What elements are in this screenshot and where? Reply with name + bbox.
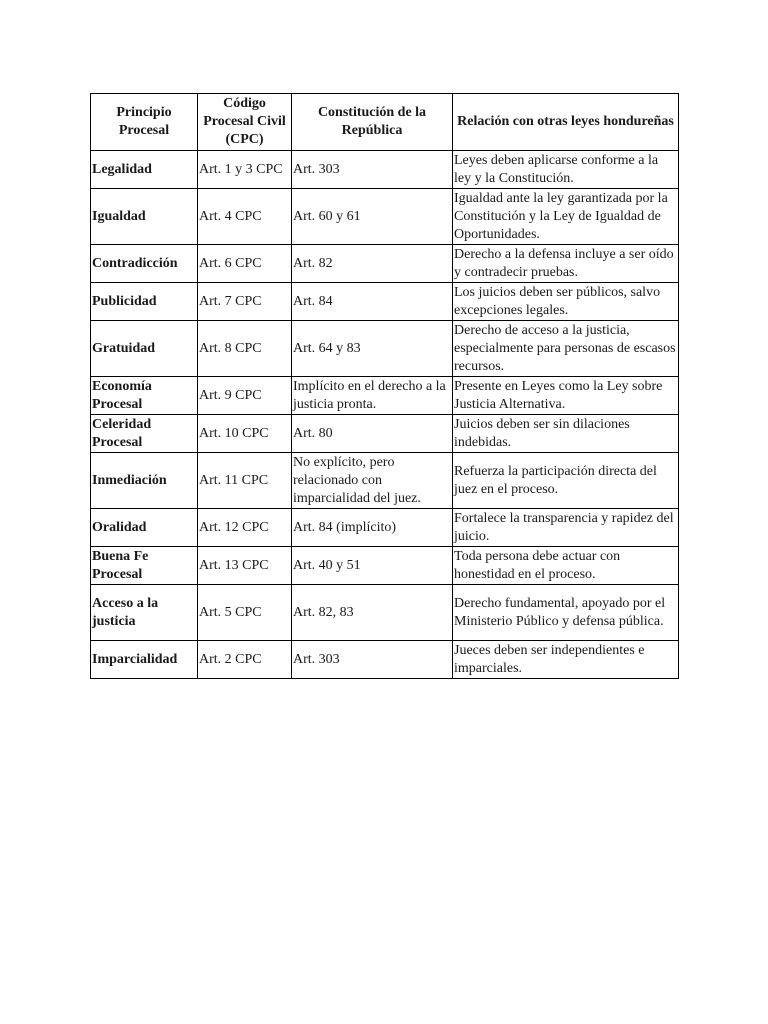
table-row [91,377,679,415]
cell-relacion: Leyes deben aplicarse conforme a la ley y la Constitución. [453,151,679,189]
cell-principio: Acceso a la justicia [91,585,198,641]
cell-constitucion: Art. 84 (implícito) [292,509,453,547]
table-row [91,321,679,377]
cell-principio: Contradicción [91,245,198,283]
principles-table [90,93,679,679]
cell-relacion: Toda persona debe actuar con honestidad en el proceso. [453,547,679,585]
cell-relacion: Refuerza la participación directa del juez en el proceso. [453,453,679,509]
cell-constitucion: No explícito, pero relacionado con imparcialidad del juez. [292,453,453,509]
table-row [91,415,679,453]
cell-constitucion: Art. 82 [292,245,453,283]
table-row [91,585,679,641]
cell-principio: Buena Fe Procesal [91,547,198,585]
cell-cpc: Art. 10 CPC [198,415,292,453]
cell-cpc: Art. 8 CPC [198,321,292,377]
cell-constitucion: Art. 82, 83 [292,585,453,641]
cell-principio: Inmediación [91,453,198,509]
cell-principio: Gratuidad [91,321,198,377]
cell-relacion: Derecho de acceso a la justicia, especialmente para personas de escasos recursos. [453,321,679,377]
table-row [91,151,679,189]
table-row [91,547,679,585]
cell-principio: Oralidad [91,509,198,547]
table-header-row [91,94,679,151]
cell-cpc: Art. 9 CPC [198,377,292,415]
cell-relacion: Los juicios deben ser públicos, salvo excepciones legales. [453,283,679,321]
header-principio: Principio Procesal [91,94,198,151]
cell-principio: Celeridad Procesal [91,415,198,453]
cell-cpc: Art. 11 CPC [198,453,292,509]
cell-constitucion: Implícito en el derecho a la justicia pronta. [292,377,453,415]
cell-constitucion: Art. 303 [292,641,453,679]
cell-relacion: Derecho fundamental, apoyado por el Ministerio Público y defensa pública. [453,585,679,641]
cell-relacion: Igualdad ante la ley garantizada por la Constitución y la Ley de Igualdad de Oportunidades. [453,189,679,245]
cell-constitucion: Art. 60 y 61 [292,189,453,245]
cell-relacion: Jueces deben ser independientes e imparciales. [453,641,679,679]
cell-cpc: Art. 2 CPC [198,641,292,679]
header-cpc: Código Procesal Civil (CPC) [198,94,292,151]
cell-cpc: Art. 6 CPC [198,245,292,283]
cell-constitucion: Art. 303 [292,151,453,189]
table-row [91,641,679,679]
cell-relacion: Derecho a la defensa incluye a ser oído y contradecir pruebas. [453,245,679,283]
table-row [91,283,679,321]
cell-constitucion: Art. 80 [292,415,453,453]
cell-constitucion: Art. 40 y 51 [292,547,453,585]
cell-cpc: Art. 5 CPC [198,585,292,641]
header-relacion: Relación con otras leyes hondureñas [453,94,679,151]
cell-relacion: Juicios deben ser sin dilaciones indebidas. [453,415,679,453]
cell-cpc: Art. 1 y 3 CPC [198,151,292,189]
cell-relacion: Presente en Leyes como la Ley sobre Justicia Alternativa. [453,377,679,415]
cell-cpc: Art. 13 CPC [198,547,292,585]
cell-principio: Publicidad [91,283,198,321]
cell-relacion: Fortalece la transparencia y rapidez del juicio. [453,509,679,547]
cell-cpc: Art. 12 CPC [198,509,292,547]
header-constitucion: Constitución de la República [292,94,453,151]
cell-cpc: Art. 7 CPC [198,283,292,321]
cell-constitucion: Art. 64 y 83 [292,321,453,377]
table-row [91,189,679,245]
cell-principio: Igualdad [91,189,198,245]
cell-principio: Legalidad [91,151,198,189]
table-row [91,453,679,509]
cell-principio: Economía Procesal [91,377,198,415]
cell-cpc: Art. 4 CPC [198,189,292,245]
cell-constitucion: Art. 84 [292,283,453,321]
cell-principio: Imparcialidad [91,641,198,679]
table-row [91,509,679,547]
table-row [91,245,679,283]
